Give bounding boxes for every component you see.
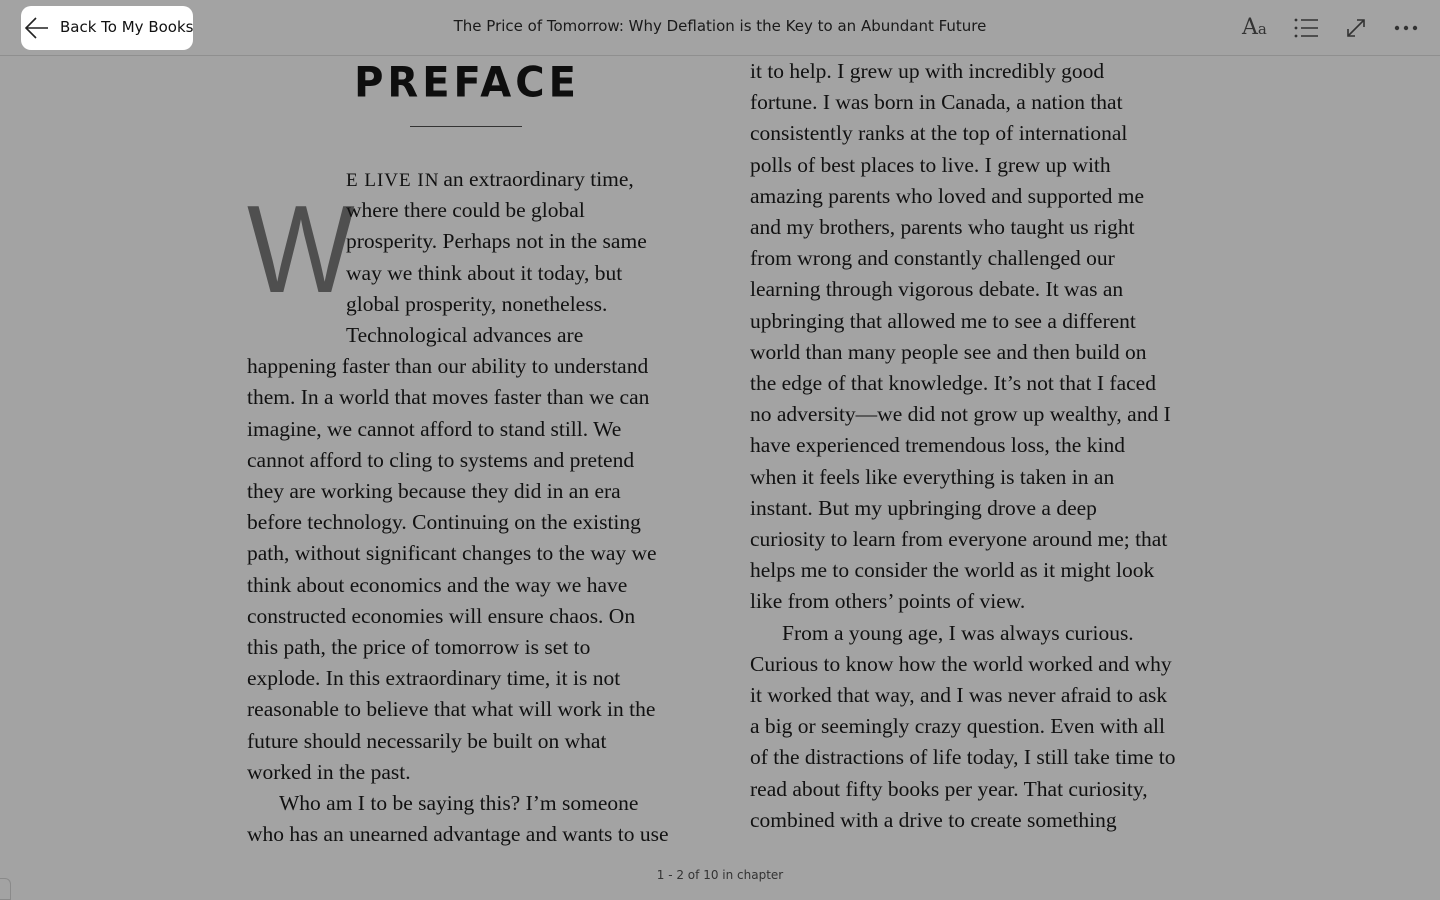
text-line: Who am I to be saying this? I’m someone: [279, 791, 639, 815]
text-line: global prosperity, nonetheless.: [346, 291, 608, 316]
text-line: happening faster than our ability to understand: [247, 354, 649, 379]
text-line: constructed economies will ensure chaos. On: [247, 603, 636, 628]
text-line: explode. In this extraordinary time, it is not: [247, 666, 621, 691]
text-line: the edge of that knowledge. It’s not that I faced: [750, 371, 1156, 395]
heading-divider: [410, 126, 522, 127]
text-line: amazing parents who loved and supported me: [750, 183, 1145, 208]
text-line: imagine, we cannot afford to stand still. We: [247, 416, 622, 441]
text-line: and my brothers, parents who taught us right: [750, 215, 1135, 239]
text-line: where there could be global: [346, 198, 585, 223]
text-line: it worked that way, and I was never afraid to ask: [750, 683, 1168, 707]
text-line: them. In a world that moves faster than we can: [247, 385, 650, 410]
text-line: prosperity. Perhaps not in the same: [346, 229, 647, 254]
text-line: fortune. I was born in Canada, a nation that: [750, 90, 1123, 115]
text-line: world than many people see and then build on: [750, 339, 1147, 364]
text-line: future should necessarily be built on what: [247, 728, 607, 753]
more-icon[interactable]: [1392, 14, 1420, 42]
text-line: an extraordinary time,: [438, 167, 634, 191]
text-line: Curious to know how the world worked and why: [750, 651, 1172, 676]
text-line: have experienced tremendous loss, the kind: [750, 433, 1125, 458]
text-line: read about fifty books per year. That curiosity,: [750, 776, 1148, 801]
font-settings-icon[interactable]: [1242, 14, 1270, 42]
text-line: way we think about it today, but: [346, 260, 623, 285]
text-line: it to help. I grew up with incredibly good: [750, 59, 1105, 83]
text-line: no adversity—we did not grow up wealthy, and I: [750, 402, 1171, 427]
font-icon-large-letter: A: [1242, 15, 1258, 40]
text-line: E LIVE IN: [346, 170, 440, 191]
text-line: upbringing that allowed me to see a different: [750, 308, 1136, 333]
text-line: reasonable to believe that what will work in the: [247, 697, 656, 722]
chapter-heading: PREFACE: [354, 58, 580, 108]
text-line: who has an unearned advantage and wants to use: [247, 822, 669, 847]
text-line: worked in the past.: [247, 759, 411, 784]
text-line: polls of best places to live. I grew up with: [750, 152, 1111, 177]
table-of-contents-icon[interactable]: [1292, 14, 1320, 42]
text-line: from wrong and constantly challenged our: [750, 246, 1115, 271]
page-indicator: 1 - 2 of 10 in chapter: [656, 868, 784, 882]
text-line: path, without significant changes to the way we: [247, 541, 657, 566]
text-line: think about economics and the way we have: [247, 572, 628, 597]
sidebar-handle[interactable]: [0, 878, 11, 900]
book-title: The Price of Tomorrow: Why Deflation is the Key to an Abundant Future: [453, 17, 987, 35]
text-line: helps me to consider the world as it might look: [750, 558, 1155, 583]
text-line: cannot afford to cling to systems and pretend: [247, 447, 635, 472]
font-icon-small-letter: a: [1257, 20, 1267, 38]
fullscreen-icon[interactable]: [1342, 14, 1370, 42]
drop-cap: W: [247, 181, 355, 319]
text-line: learning through vigorous debate. It was an: [750, 277, 1124, 302]
text-line: Technological advances are: [346, 323, 584, 347]
text-line: From a young age, I was always curious.: [782, 620, 1134, 645]
back-button-label: Back To My Books: [60, 18, 194, 36]
reader-toolbar: [0, 0, 1440, 56]
text-line: when it feels like everything is taken in an: [750, 464, 1115, 489]
text-line: a big or seemingly crazy question. Even with all: [750, 714, 1165, 739]
text-line: combined with a drive to create something: [750, 807, 1117, 832]
text-line: curiosity to learn from everyone around me; that: [750, 527, 1168, 551]
text-line: consistently ranks at the top of international: [750, 121, 1128, 146]
text-line: before technology. Continuing on the existing: [247, 510, 641, 535]
text-line: like from others’ points of view.: [750, 589, 1026, 614]
text-line: this path, the price of tomorrow is set to: [247, 635, 591, 659]
text-line: of the distractions of life today, I still take time to: [750, 745, 1176, 770]
text-line: instant. But my upbringing drove a deep: [750, 495, 1097, 520]
text-line: they are working because they did in an era: [247, 479, 621, 503]
